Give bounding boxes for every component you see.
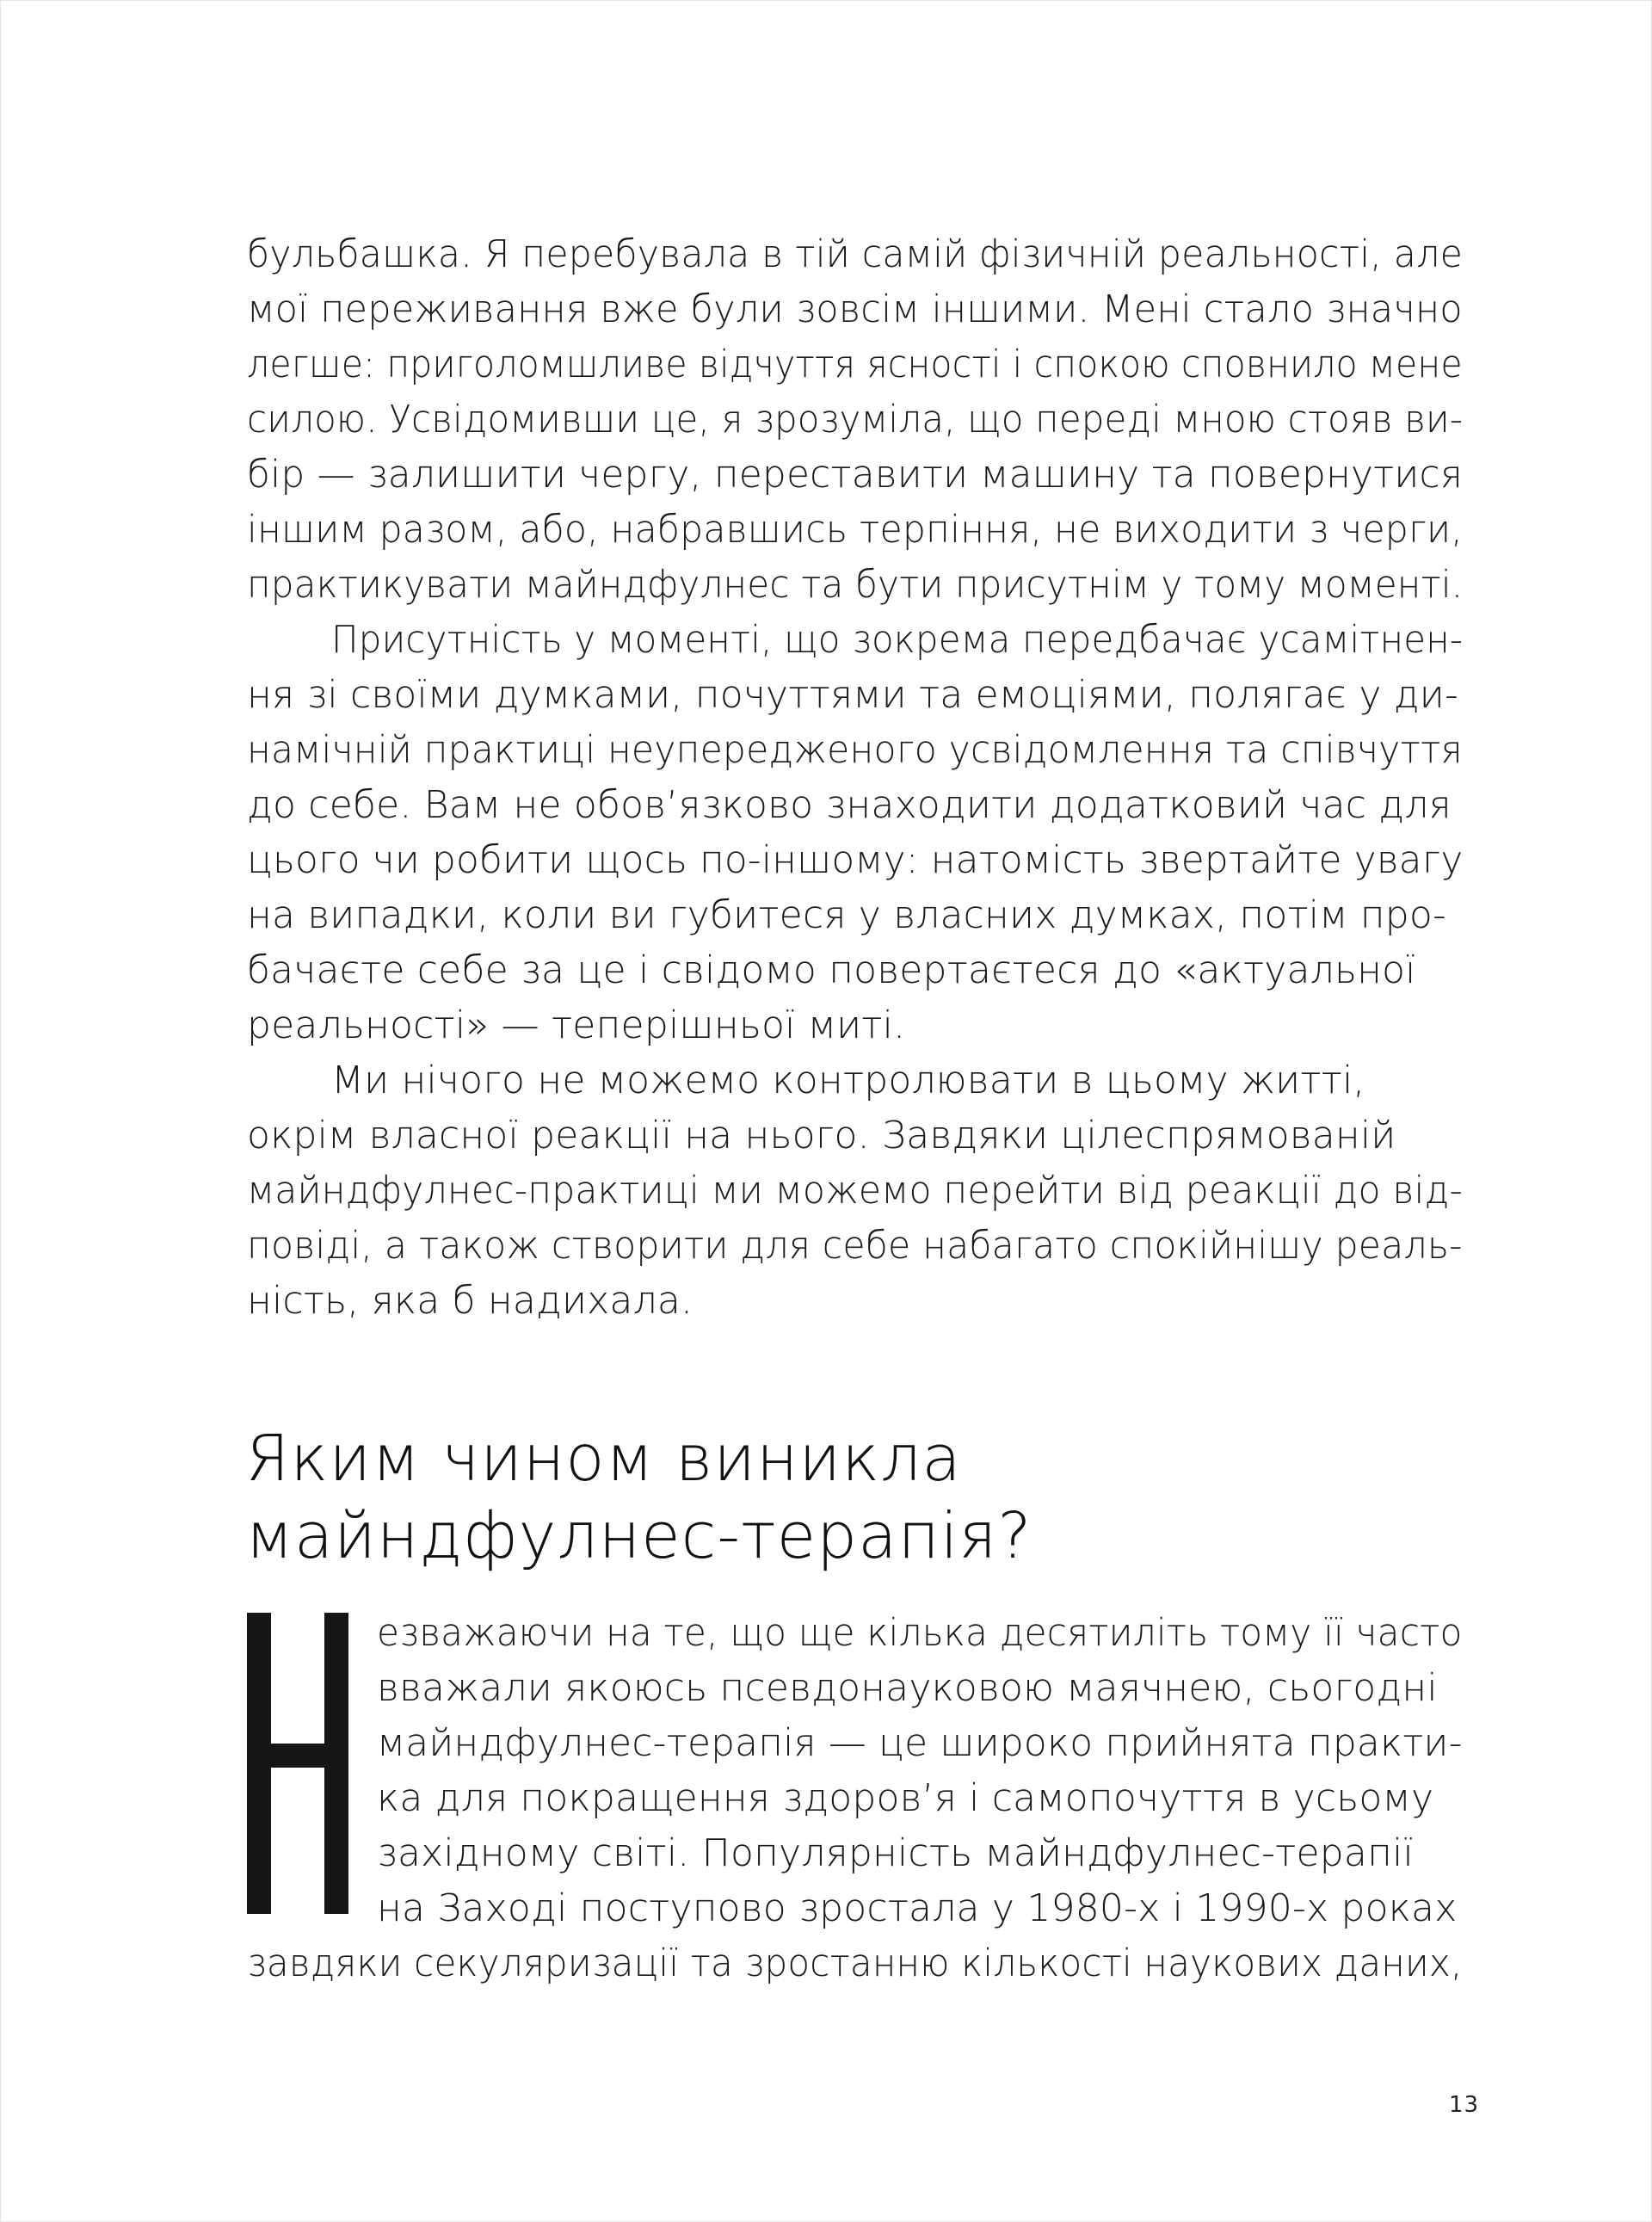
text-line: завдяки секуляризації та зростанню кількості наукових даних, xyxy=(247,1941,1463,1985)
text-line: легше: приголомшливе відчуття ясності і спокою сповнило мене xyxy=(247,343,1463,386)
text-line: силою. Усвідомивши це, я зрозуміла, що переді мною стояв ви- xyxy=(247,398,1464,441)
text-line: ня зі своїми думками, почуттями та емоціями, полягає у ди- xyxy=(247,673,1459,717)
heading-line-1: Яким чином виникла xyxy=(245,1422,962,1496)
text-line: Присутність у моменті, що зокрема передбачає усамітнен- xyxy=(331,618,1464,662)
text-line: до себе. Вам не обов’язково знаходити додатковий час для xyxy=(247,783,1452,827)
heading-line-2: майндфулнес-терапія? xyxy=(245,1499,1032,1573)
text-line: на Заході поступово зростала у 1980-х і 1990-х роках xyxy=(377,1886,1458,1930)
text-line: на випадки, коли ви губитеся у власних думках, потім про- xyxy=(247,893,1447,937)
text-line: окрім власної реакції на нього. Завдяки цілеспрямованій xyxy=(247,1114,1396,1157)
text-line: ність, яка б надихала. xyxy=(247,1279,693,1323)
text-line: намічній практиці неупередженого усвідомлення та співчуття xyxy=(247,728,1463,772)
dropcap-stroke-right xyxy=(324,1613,348,1914)
text-line: реальності» — теперішньої миті. xyxy=(247,1003,906,1047)
text-line: повіді, а також створити для себе набагато спокійнішу реаль- xyxy=(247,1224,1463,1268)
text-line: практикувати майндфулнес та бути присутнім у тому моменті. xyxy=(247,563,1464,607)
text-line: бульбашка. Я перебувала в тій самій фізичній реальності, але xyxy=(247,232,1464,276)
text-line: цього чи робити щось по-іншому: натомість звертайте увагу xyxy=(247,838,1464,882)
text-line: мої переживання вже були зовсім іншими. Мені стало значно xyxy=(247,287,1463,331)
text-line: майндфулнес-терапія — це широко прийнята практи- xyxy=(377,1721,1463,1765)
text-line: іншим разом, або, набравшись терпіння, не виходити з черги, xyxy=(247,508,1464,552)
text-line: вважали якоюсь псевдонауковою маячнею, сьогодні xyxy=(377,1666,1438,1710)
page-number: 13 xyxy=(1449,2092,1480,2118)
text-line: бір — залишити чергу, переставити машину та повернутися xyxy=(247,453,1464,497)
text-line: езважаючи на те, що ще кілька десятиліть тому її часто xyxy=(377,1611,1463,1655)
text-line: майндфулнес-практиці ми можемо перейти від реакції до від- xyxy=(247,1169,1464,1213)
text-line: Ми нічого не можемо контролювати в цьому житті, xyxy=(331,1059,1365,1102)
dropcap xyxy=(247,1613,348,1914)
text-line: західному світі. Популярність майндфулнес-терапії xyxy=(377,1831,1414,1875)
text-line: бачаєте себе за це і свідомо повертаєтеся до «актуальної xyxy=(247,948,1416,992)
text-line: ка для покращення здоров’я і самопочуття в усьому xyxy=(377,1776,1434,1820)
